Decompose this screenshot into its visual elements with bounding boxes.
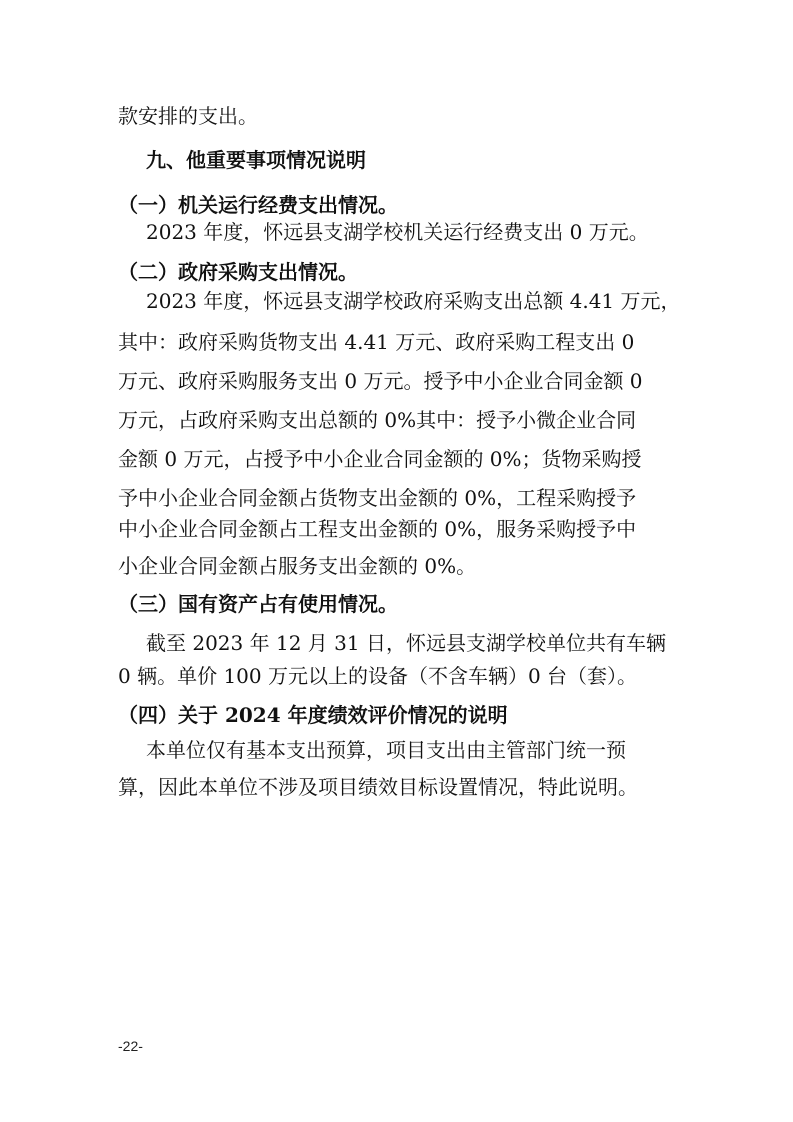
subsection-heading: （四）关于 2024 年度绩效评价情况的说明 (118, 703, 508, 727)
subsection-heading: （一）机关运行经费支出情况。 (118, 193, 398, 217)
subsection-heading: （二）政府采购支出情况。 (118, 260, 358, 284)
body-text-line: 万元，占政府采购支出总额的 0%其中：授予小微企业合同 (118, 408, 637, 432)
body-text-line: 款安排的支出。 (118, 104, 258, 128)
body-text-line: 0 辆。单价 100 万元以上的设备（不含车辆）0 台（套）。 (118, 664, 638, 688)
body-text-line: 小企业合同金额占服务支出金额的 0%。 (118, 554, 477, 578)
body-text-line: 万元、政府采购服务支出 0 万元。授予中小企业合同金额 0 (118, 369, 643, 393)
body-text-line: 予中小企业合同金额占货物支出金额的 0%，工程采购授予 (118, 486, 637, 510)
body-text-line: 2023 年度，怀远县支湖学校政府采购支出总额 4.41 万元， (146, 289, 681, 313)
body-text-line: 2023 年度，怀远县支湖学校机关运行经费支出 0 万元。 (146, 220, 649, 244)
page-number: -22- (118, 1038, 143, 1054)
body-text-line: 本单位仅有基本支出预算，项目支出由主管部门统一预 (146, 738, 626, 762)
body-text-line: 其中：政府采购货物支出 4.41 万元、政府采购工程支出 0 (118, 330, 635, 354)
body-text-line: 金额 0 万元，占授予中小企业合同金额的 0%；货物采购授 (118, 447, 642, 471)
subsection-heading: （三）国有资产占有使用情况。 (118, 592, 398, 616)
body-text-line: 算，因此本单位不涉及项目绩效目标设置情况，特此说明。 (118, 775, 638, 799)
body-text-line: 截至 2023 年 12 月 31 日，怀远县支湖学校单位共有车辆 (146, 631, 666, 655)
section-heading: 九、他重要事项情况说明 (146, 148, 366, 172)
body-text-line: 中小企业合同金额占工程支出金额的 0%，服务采购授予中 (118, 517, 637, 541)
